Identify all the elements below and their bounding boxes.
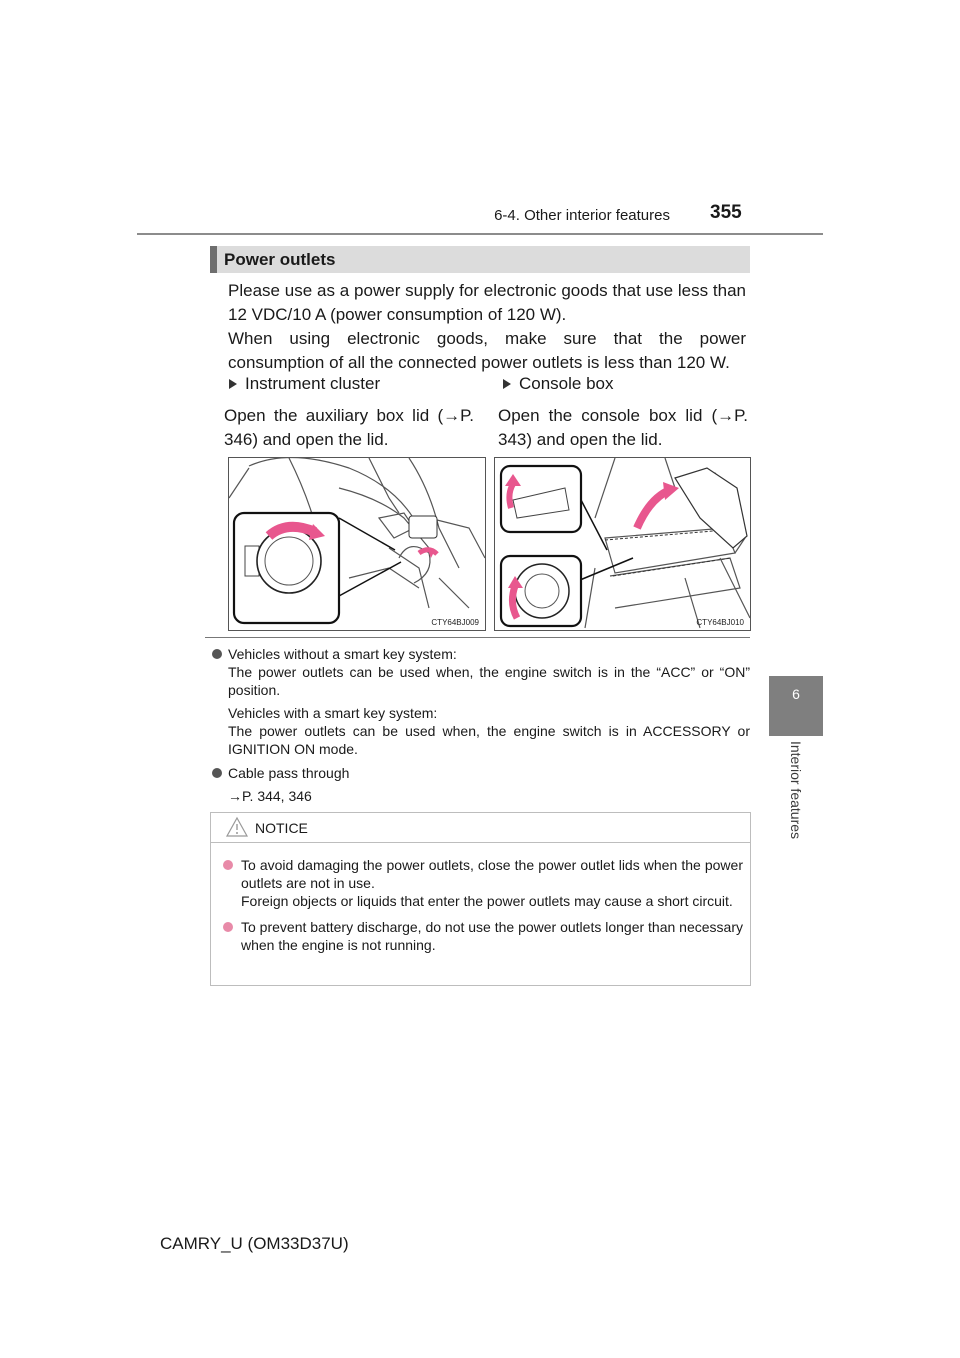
column-text: Open the auxiliary box lid (→P. 346) and open the lid. [224, 406, 474, 449]
chapter-tab [769, 676, 823, 736]
notice-title: NOTICE [255, 820, 308, 836]
warning-triangle-icon [225, 816, 249, 838]
running-header-section: 6-4. Other interior features [494, 207, 670, 224]
note-reference: →P. 344, 346 [228, 788, 312, 804]
bullet-icon [212, 768, 222, 778]
column-heading: Console box [519, 374, 614, 393]
chapter-tab-label: Interior features [788, 740, 804, 840]
notice-header [211, 813, 750, 843]
figure-code: CTY64BJ010 [696, 618, 744, 627]
instrument-panel-drawing [229, 458, 485, 630]
console-box-drawing [495, 458, 750, 630]
column-instrument-cluster [224, 372, 474, 452]
notes-list [210, 645, 750, 811]
separator-rule [205, 637, 750, 638]
triangle-bullet-icon [229, 379, 237, 389]
column-heading: Instrument cluster [245, 374, 381, 393]
column-text: Open the console box lid (→P. 343) and open the lid. [498, 406, 748, 449]
header-rule [137, 233, 823, 235]
notice-items [223, 856, 743, 962]
triangle-bullet-icon [503, 379, 511, 389]
note-paragraph: Vehicles without a smart key system: The power outlets can be used when, the engine switch is in the “ACC” or “ON” position. [228, 646, 750, 698]
notice-item-text: To prevent battery discharge, do not use the power outlets longer than necessary when the engine is not running. [241, 919, 743, 953]
chapter-tab-number: 6 [792, 686, 800, 702]
notice-item [223, 918, 743, 954]
page-number: 355 [710, 202, 742, 223]
section-title: Power outlets [224, 250, 336, 269]
figure-code: CTY64BJ009 [431, 618, 479, 627]
column-console-box [498, 372, 748, 452]
intro-paragraph: When using electronic goods, make sure that the power consumption of all the connected power outlets is less than 120 W. [228, 329, 746, 372]
notice-item-text: To avoid damaging the power outlets, close the power outlet lids when the power outlets are not in use. Foreign objects or liquids that enter the power outlets may cause a short circuit. [241, 857, 743, 909]
section-header [210, 246, 750, 273]
bullet-icon [223, 860, 233, 870]
footer-document-code: CAMRY_U (OM33D37U) [160, 1234, 349, 1253]
section-header-bar [210, 246, 217, 273]
bullet-icon [223, 922, 233, 932]
illustration-console-box [494, 457, 751, 631]
note-paragraph: Vehicles with a smart key system: The power outlets can be used when, the engine switch is in ACCESSORY or IGNITION ON mode. [228, 705, 750, 757]
notice-item [223, 856, 743, 910]
notice-box [210, 812, 751, 986]
note-item [210, 764, 750, 805]
illustration-instrument-cluster [228, 457, 486, 631]
intro-text [228, 279, 746, 375]
note-item [210, 645, 750, 758]
intro-paragraph: Please use as a power supply for electronic goods that use less than 12 VDC/10 A (power consumption of 120 W). [228, 281, 746, 324]
note-paragraph: Cable pass through [228, 765, 350, 781]
bullet-icon [212, 649, 222, 659]
